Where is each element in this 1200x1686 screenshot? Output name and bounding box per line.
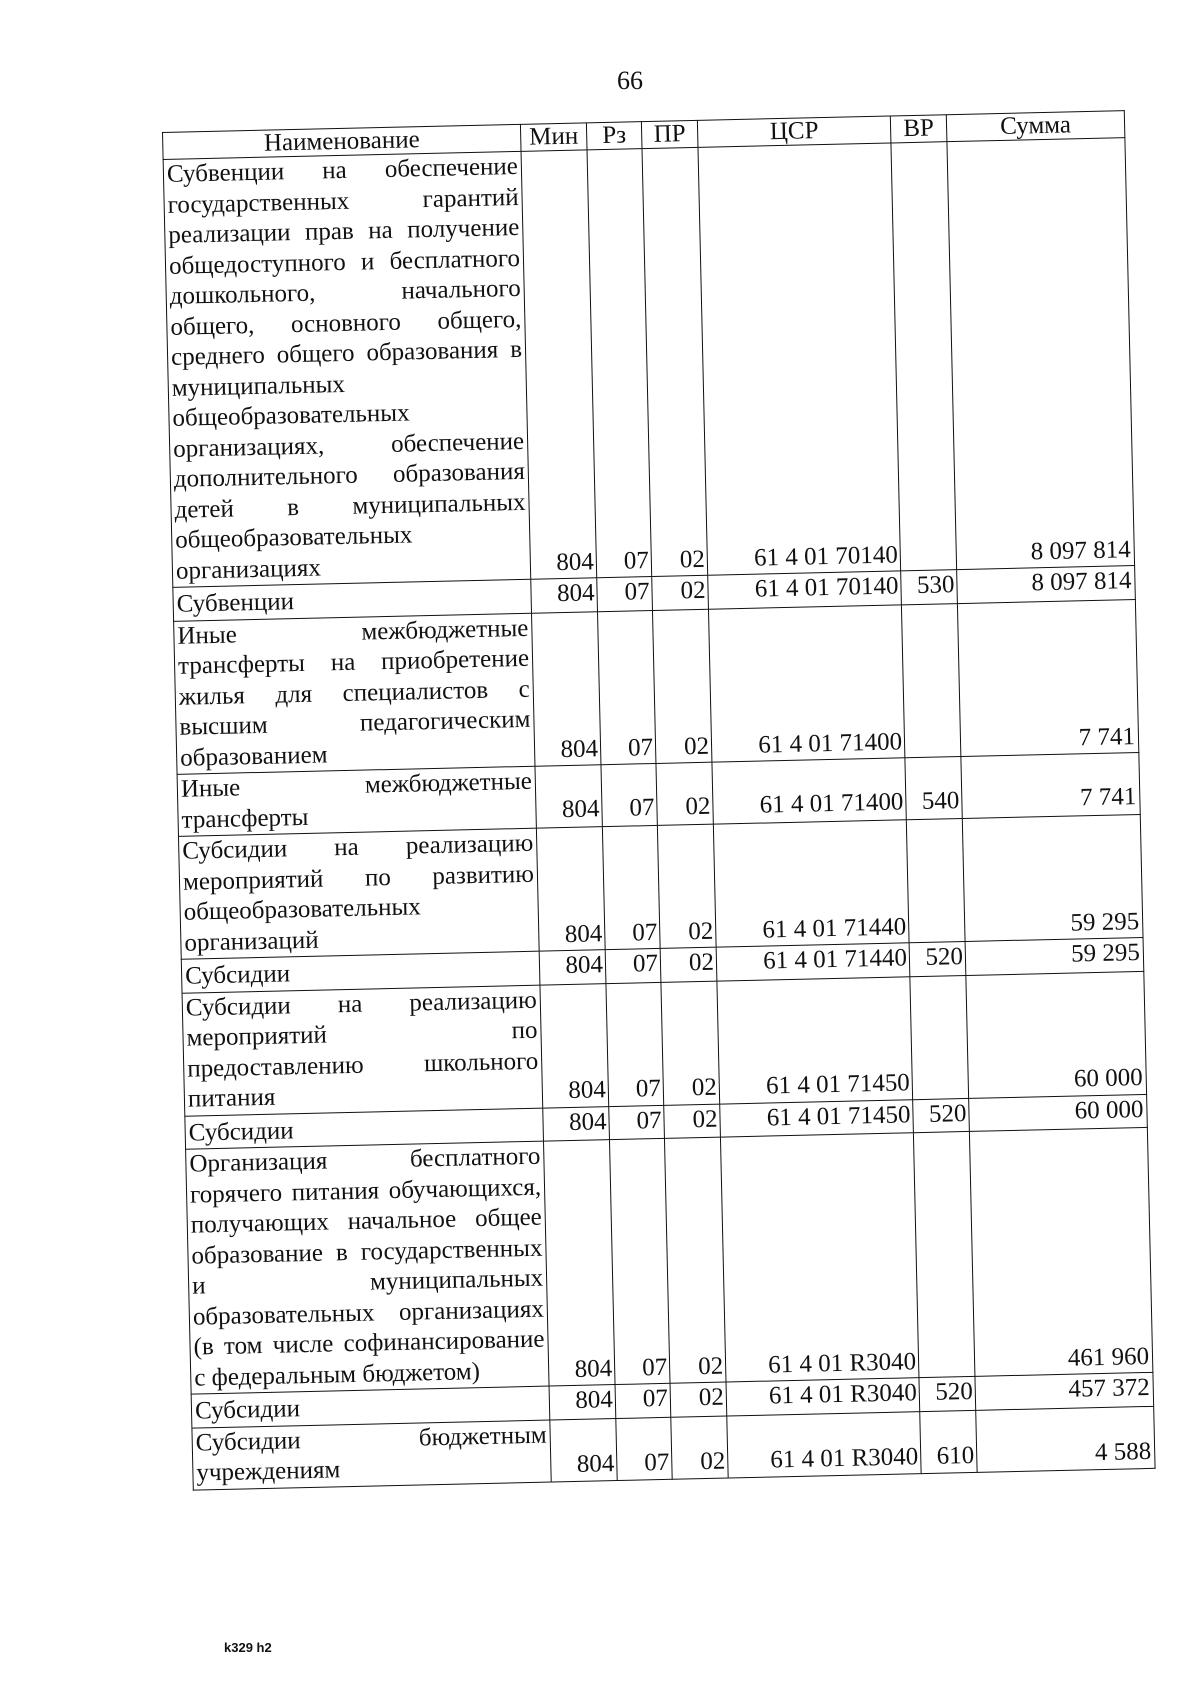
row-vr (910, 975, 969, 1099)
row-rz: 07 (609, 1105, 665, 1140)
row-name: Субсидии на реализацию мероприятий по развитию общеобразовательных организаций (178, 828, 539, 959)
row-csr: 61 4 01 71440 (713, 820, 909, 947)
row-sum: 457 372 (975, 1372, 1154, 1410)
row-csr: 61 4 01 R3040 (720, 1133, 919, 1382)
row-pr: 02 (664, 1104, 721, 1139)
row-name: Субвенции (173, 579, 532, 621)
row-min: 804 (531, 578, 598, 613)
row-pr: 02 (671, 1416, 728, 1479)
row-pr: 02 (652, 575, 709, 610)
row-csr: 61 4 01 70140 (708, 571, 902, 609)
table-row (163, 138, 1134, 588)
row-name: Субсидии бюджетным учреждениям (192, 1420, 551, 1490)
row-min: 804 (535, 765, 602, 828)
row-csr: 61 4 01 70140 (698, 143, 901, 575)
row-rz: 07 (615, 1383, 671, 1418)
row-min: 804 (550, 1418, 617, 1481)
table-row (186, 1127, 1153, 1394)
row-name: Субсидии (185, 1108, 544, 1150)
header-pr: ПР (641, 120, 698, 148)
row-rz: 07 (597, 610, 655, 765)
row-vr: 610 (920, 1410, 977, 1473)
row-name: Иные межбюджетные трансферты на приобретение жилья для специалистов с высшим педагогическим образованием (174, 613, 535, 775)
row-min: 804 (540, 983, 609, 1107)
row-name: Субсидии на реализацию мероприятий по предоставлению школьного питания (182, 985, 543, 1116)
row-pr: 02 (670, 1382, 727, 1417)
row-rz: 07 (587, 149, 652, 578)
row-vr: 520 (909, 941, 966, 976)
header-vr: ВР (890, 115, 947, 143)
table-row (174, 599, 1139, 774)
row-sum: 59 295 (965, 937, 1144, 975)
row-sum: 7 741 (957, 599, 1138, 756)
row-vr (891, 142, 957, 571)
row-rz: 07 (606, 982, 664, 1106)
row-pr: 02 (661, 981, 720, 1105)
row-vr (913, 1131, 975, 1377)
table-row (178, 814, 1143, 959)
row-min: 804 (539, 950, 606, 985)
row-name: Субсидии (181, 951, 540, 993)
row-pr: 02 (664, 1137, 726, 1383)
row-rz: 07 (605, 948, 661, 983)
row-vr: 520 (913, 1098, 970, 1133)
row-pr: 02 (656, 762, 713, 825)
row-name: Субвенции на обеспечение государственных гарантий реализации прав на получение общедоступного и бесплатного дошкольного, начального общего, основного общего, среднего общего образования в муниципальных общеобразовательных организациях, обеспечение дополнительного образования детей в муниципальных общеобразовательных организациях (163, 151, 531, 587)
page-number: 66 (617, 66, 643, 95)
row-pr: 02 (660, 947, 717, 982)
row-name: Организация бесплатного горячего питания обучающихся, получающих начальное общее образование в государственных и муниципальных образовательных организациях (в том числе софинансирование с федеральным бюджетом) (186, 1141, 549, 1394)
row-rz: 07 (602, 825, 660, 949)
row-min: 804 (532, 611, 601, 766)
header-rz: Рз (586, 122, 642, 150)
table-row (182, 971, 1147, 1116)
row-pr: 02 (652, 609, 711, 764)
row-csr: 61 4 01 71450 (717, 976, 913, 1103)
budget-table (162, 110, 1156, 1490)
header-sum: Сумма (946, 111, 1125, 142)
row-vr (901, 603, 960, 758)
row-min: 804 (521, 150, 597, 579)
header-min: Мин (520, 123, 587, 151)
row-rz: 07 (597, 577, 653, 612)
row-pr: 02 (642, 147, 708, 576)
row-sum: 59 295 (962, 814, 1143, 941)
row-min: 804 (543, 1140, 615, 1386)
row-sum: 8 097 814 (957, 566, 1136, 604)
row-name: Субсидии (191, 1386, 550, 1428)
row-csr: 61 4 01 R3040 (726, 1378, 920, 1416)
row-csr: 61 4 01 71400 (708, 604, 904, 762)
row-rz: 07 (616, 1417, 672, 1480)
row-min: 804 (536, 827, 605, 951)
row-min: 804 (549, 1385, 616, 1420)
row-vr: 520 (919, 1376, 976, 1411)
row-vr (906, 819, 965, 943)
row-sum: 461 960 (969, 1127, 1153, 1376)
row-csr: 61 4 01 71440 (716, 943, 910, 981)
row-rz: 07 (609, 1138, 670, 1384)
footer-code: k329 h2 (224, 1640, 272, 1655)
row-rz: 07 (601, 763, 657, 826)
row-min: 804 (543, 1106, 610, 1141)
row-sum: 7 741 (961, 752, 1140, 818)
row-sum: 60 000 (966, 971, 1147, 1098)
header-name: Наименование (163, 124, 522, 159)
row-csr: 61 4 01 71400 (712, 758, 906, 824)
row-vr: 530 (901, 570, 958, 605)
row-sum: 4 588 (976, 1406, 1155, 1472)
row-sum: 8 097 814 (947, 138, 1135, 570)
row-csr: 61 4 01 R3040 (727, 1411, 921, 1477)
row-csr: 61 4 01 71450 (720, 1099, 914, 1137)
row-pr: 02 (657, 824, 716, 948)
row-name: Иные межбюджетные трансферты (177, 766, 536, 836)
row-sum: 60 000 (969, 1094, 1148, 1132)
header-csr: ЦСР (697, 116, 891, 147)
row-vr: 540 (905, 757, 962, 820)
budget-sheet (162, 110, 1155, 1490)
